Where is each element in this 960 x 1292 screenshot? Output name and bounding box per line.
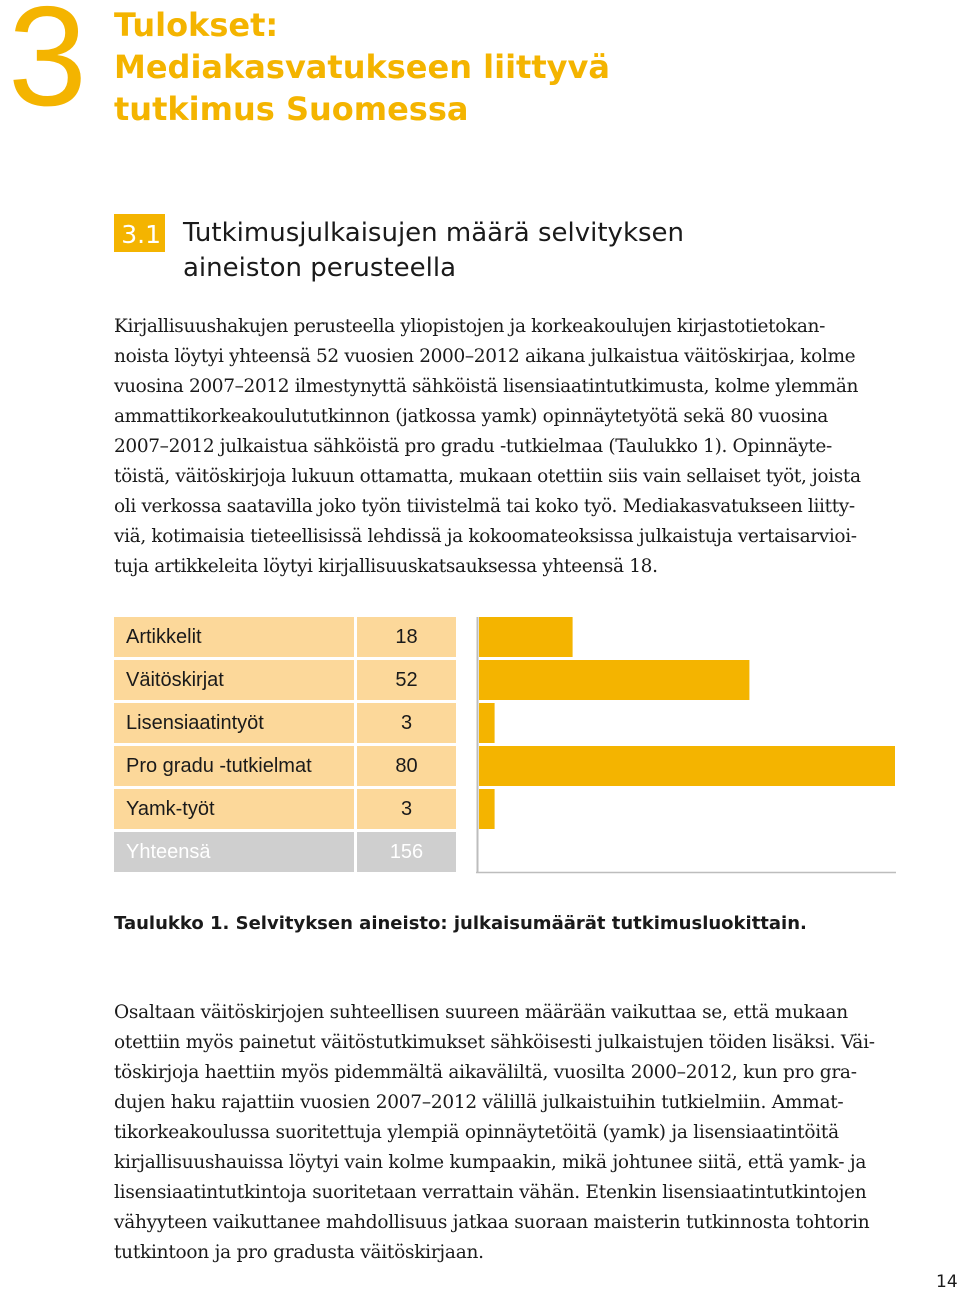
total-value: 156 xyxy=(357,832,456,872)
bar-chart xyxy=(476,617,896,874)
chapter-title xyxy=(114,4,610,130)
paragraph-line: otettiin myös painetut väitöstutkimukset sähköisesti julkaistujen töiden lisäksi. Väi- xyxy=(114,1032,875,1053)
paragraph-line: tutkintoon ja pro gradusta väitöskirjaan. xyxy=(114,1242,484,1263)
row-label: Pro gradu -tutkielmat xyxy=(114,746,354,786)
paragraph-line: töistä, väitöskirjoja lukuun ottamatta, mukaan otettiin siis vain sellaiset työt, joista xyxy=(114,466,861,487)
paragraph-line: ammattikorkeakoulututkinnon (jatkossa yamk) opinnäytetyötä sekä 80 vuosina xyxy=(114,406,828,427)
paragraph-line: viä, kotimaisia tieteellisissä lehdissä ja kokoomateoksissa julkaistuja vertaisarvioi- xyxy=(114,526,857,547)
paragraph-line: vuosina 2007–2012 ilmestynyttä sähköistä lisensiaatintutkimusta, kolme ylemmän xyxy=(114,376,859,397)
paragraph-line: tuja artikkeleita löytyi kirjallisuuskatsauksessa yhteensä 18. xyxy=(114,556,658,577)
row-label: Väitöskirjat xyxy=(114,660,354,700)
section-title-line: aineiston perusteella xyxy=(183,253,457,283)
chart-bar xyxy=(479,617,573,657)
total-label: Yhteensä xyxy=(114,832,354,872)
table-row xyxy=(114,789,456,832)
chapter-title-line: Tulokset: xyxy=(114,6,279,44)
table-row xyxy=(114,617,456,660)
chapter-number: 3 xyxy=(8,0,87,136)
paragraph-line: Osaltaan väitöskirjojen suhteellisen suureen määrään vaikuttaa se, että mukaan xyxy=(114,1002,848,1023)
paragraph-line: noista löytyi yhteensä 52 vuosien 2000–2012 aikana julkaistua väitöskirjaa, kolme xyxy=(114,346,856,367)
paragraph-line: tikorkeakoulussa suoritettuja ylempiä opinnäytetöitä (yamk) ja lisensiaatintöitä xyxy=(114,1122,839,1143)
section-title-line: Tutkimusjulkaisujen määrä selvityksen xyxy=(183,218,685,248)
paragraph-line: vähyyteen vaikuttanee mahdollisuus jatkaa suoraan maisterin tutkinnosta tohtorin xyxy=(114,1212,870,1233)
table-row xyxy=(114,660,456,703)
paragraph-line: oli verkossa saatavilla joko työn tiivistelmä tai koko työ. Mediakasvatukseen liitty- xyxy=(114,496,855,517)
table-row xyxy=(114,746,456,789)
row-label: Artikkelit xyxy=(114,617,354,657)
paragraph-line: Kirjallisuushakujen perusteella yliopistojen ja korkeakoulujen kirjastotietokan- xyxy=(114,316,825,337)
paragraph-line: lisensiaatintutkintoja suoritetaan verrattain vähän. Etenkin lisensiaatintutkintojen xyxy=(114,1182,867,1203)
discussion-paragraph xyxy=(114,998,904,1268)
chart-bar xyxy=(479,746,895,786)
row-value: 18 xyxy=(357,617,456,657)
section-number-badge: 3.1 xyxy=(114,214,165,252)
section-title xyxy=(183,216,684,286)
paragraph-line: 2007–2012 julkaistua sähköistä pro gradu -tutkielmaa (Taulukko 1). Opinnäyte- xyxy=(114,436,832,457)
publication-count-table xyxy=(114,617,456,875)
chart-bar xyxy=(479,789,495,829)
chapter-title-line: tutkimus Suomessa xyxy=(114,90,469,128)
row-value: 80 xyxy=(357,746,456,786)
paragraph-line: kirjallisuushauissa löytyi vain kolme kumpaakin, mikä johtunee siitä, että yamk- ja xyxy=(114,1152,867,1173)
row-value: 3 xyxy=(357,789,456,829)
table-row xyxy=(114,703,456,746)
row-label: Lisensiaatintyöt xyxy=(114,703,354,743)
table-caption: Taulukko 1. Selvityksen aineisto: julkaisumäärät tutkimusluokittain. xyxy=(114,913,807,934)
chapter-title-line: Mediakasvatukseen liittyvä xyxy=(114,48,610,86)
row-value: 52 xyxy=(357,660,456,700)
chart-bar xyxy=(479,660,749,700)
intro-paragraph xyxy=(114,312,904,582)
chart-bar xyxy=(479,703,495,743)
row-label: Yamk-työt xyxy=(114,789,354,829)
paragraph-line: töskirjoja haettiin myös pidemmältä aikaväliltä, vuosilta 2000–2012, kun pro gra- xyxy=(114,1062,857,1083)
row-value: 3 xyxy=(357,703,456,743)
page-number: 14 xyxy=(936,1272,958,1292)
table-total-row xyxy=(114,832,456,875)
paragraph-line: dujen haku rajattiin vuosien 2007–2012 välillä julkaistuihin tutkielmiin. Ammat- xyxy=(114,1092,844,1113)
